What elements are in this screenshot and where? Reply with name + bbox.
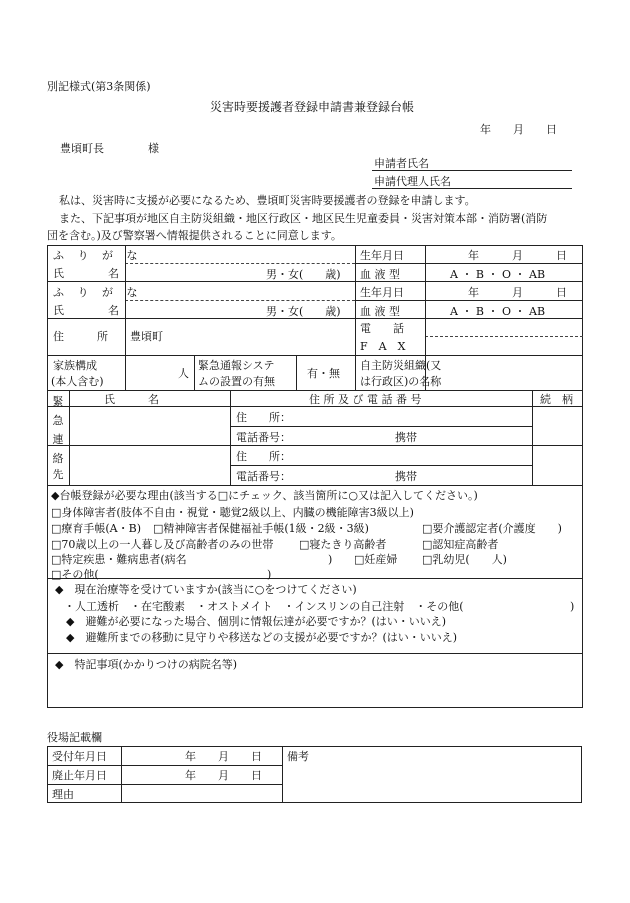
office-heading: 役場記載欄 [47, 731, 102, 744]
office-box [47, 746, 582, 803]
blood-label-1: 血 液 型 [360, 268, 400, 281]
tel-label: 電 話 [360, 322, 404, 335]
alarm-value[interactable]: 有・無 [307, 367, 340, 380]
address-label: 住 所 [53, 330, 108, 343]
date-line: 年 月 日 [480, 123, 557, 136]
addressee: 豊頃町長 様 [60, 142, 159, 155]
question-info[interactable]: ◆ 避難が必要になった場合、個別に情報伝達が必要ですか？(はい・いいえ) [66, 615, 447, 628]
gender-age-2[interactable]: 男・女( 歳) [266, 305, 341, 318]
family-label: 家族構成 [53, 359, 97, 372]
blood-label-2: 血 液 型 [360, 305, 400, 318]
gender-age-1[interactable]: 男・女( 歳) [266, 268, 341, 281]
fax-label: F A X [360, 340, 406, 353]
org-sublabel: は行政区)の名称 [360, 375, 442, 388]
emergency-addr-2[interactable]: 住 所： [236, 450, 291, 463]
emergency-tel-2[interactable]: 電話番号： [236, 470, 291, 483]
alarm-label: 緊急通報システ [198, 359, 275, 372]
dob-label-1: 生年月日 [360, 249, 404, 262]
remarks-label: 備考 [287, 750, 309, 763]
family-unit: 人 [178, 367, 189, 380]
reason-rehab[interactable]: □療育手帳(A・B) [51, 522, 142, 535]
furigana-label-1: ふ り が な [53, 249, 143, 262]
question-support[interactable]: ◆ 避難所までの移動に見守りや移送などの支援が必要ですか？(はい・いいえ) [66, 631, 458, 644]
notes-field[interactable] [48, 673, 582, 707]
emergency-side-3: 連 [52, 433, 64, 446]
notes-heading: ◆ 特記事項(かかりつけの病院名等) [55, 658, 238, 671]
form-label: 別記様式(第3条関係) [47, 80, 151, 93]
org-label: 自主防災組織(又 [360, 359, 442, 372]
emergency-col-address: 住 所 及 び 電 話 番 号 [309, 393, 422, 406]
page-title: 災害時要援護者登録申請書兼登録台帳 [210, 100, 415, 114]
received-label: 受付年月日 [52, 750, 107, 763]
abolished-date[interactable]: 年 月 日 [185, 769, 262, 782]
emergency-addr-1[interactable]: 住 所： [236, 411, 291, 424]
dob-value-1[interactable]: 年 月 日 [468, 249, 567, 262]
reason-infant[interactable]: □乳幼児( 人) [422, 553, 507, 566]
blood-value-1[interactable]: A ・ B ・ O ・ AB [450, 268, 546, 281]
reason-bedridden[interactable]: □寝たきり高齢者 [299, 538, 387, 551]
applicant-field[interactable] [372, 170, 572, 171]
alarm-sublabel: ムの設置の有無 [198, 375, 275, 388]
proxy-label: 申請代理人氏名 [374, 175, 451, 188]
consent-para1: 私は、災害時に支援が必要になるため、豊頃町災害時要援護者の登録を申請します。 [59, 194, 476, 207]
emergency-side-1: 緊 [52, 395, 64, 408]
reason-disease-close: ) [328, 553, 333, 566]
received-date[interactable]: 年 月 日 [185, 750, 262, 763]
treatment-heading: ◆ 現在治療等を受けていますか(該当に○をつけてください) [55, 583, 357, 596]
emergency-side-2: 急 [52, 414, 64, 427]
emergency-tel-1[interactable]: 電話番号： [236, 431, 291, 444]
abolished-label: 廃止年月日 [52, 769, 107, 782]
dob-label-2: 生年月日 [360, 286, 404, 299]
reason-physical[interactable]: □身体障害者(肢体不自由・視覚・聴覚2級以上、内臓の機能障害3級以上) [51, 506, 414, 519]
consent-para2b: 団を含む。)及び警察署へ情報提供されることに同意します。 [47, 229, 342, 242]
emergency-mobile-1[interactable]: 携帯 [395, 431, 417, 444]
emergency-col-relation: 続 柄 [540, 393, 573, 406]
consent-para2a: また、下記事項が地区自主防災組織・地区行政区・地区民生児童委員・災害対策本部・消防署(消防 [59, 212, 548, 225]
family-sublabel: (本人含む) [51, 375, 104, 388]
name-label-2: 氏 名 [53, 304, 119, 317]
reason-disease[interactable]: □特定疾患・難病患者(病名 [51, 553, 187, 566]
name-label-1: 氏 名 [53, 267, 119, 280]
reason-label: 理由 [52, 788, 74, 801]
emergency-col-name: 氏 名 [104, 393, 159, 406]
address-value[interactable]: 豊頃町 [130, 330, 163, 343]
reason-care[interactable]: □要介護認定者(介護度 ) [422, 522, 562, 535]
dob-value-2[interactable]: 年 月 日 [468, 286, 567, 299]
reason-pregnant[interactable]: □妊産婦 [354, 553, 398, 566]
reason-dementia[interactable]: □認知症高齢者 [422, 538, 499, 551]
furigana-label-2: ふ り が な [53, 286, 143, 299]
reason-elderly-alone[interactable]: □70歳以上の一人暮し及び高齢者のみの世帯 [51, 538, 274, 551]
applicant-label: 申請者氏名 [374, 157, 429, 170]
reason-other-close: ) [267, 568, 272, 581]
blood-value-2[interactable]: A ・ B ・ O ・ AB [450, 305, 546, 318]
reasons-heading: ◆台帳登録が必要な理由(該当する□にチェック、該当箇所に○又は記入してください。) [51, 489, 478, 502]
emergency-side-5: 先 [52, 468, 64, 481]
proxy-field[interactable] [372, 188, 572, 189]
reason-mental[interactable]: □精神障害者保健福祉手帳(1級・2級・3級) [153, 522, 369, 535]
treatment-close: ) [570, 600, 575, 613]
emergency-mobile-2[interactable]: 携帯 [395, 470, 417, 483]
emergency-side-4: 絡 [52, 452, 64, 465]
treatment-options[interactable]: ・人工透析 ・在宅酸素 ・オストメイト ・インスリンの自己注射 ・その他( [64, 600, 464, 613]
reason-other[interactable]: □その他( [51, 568, 99, 581]
